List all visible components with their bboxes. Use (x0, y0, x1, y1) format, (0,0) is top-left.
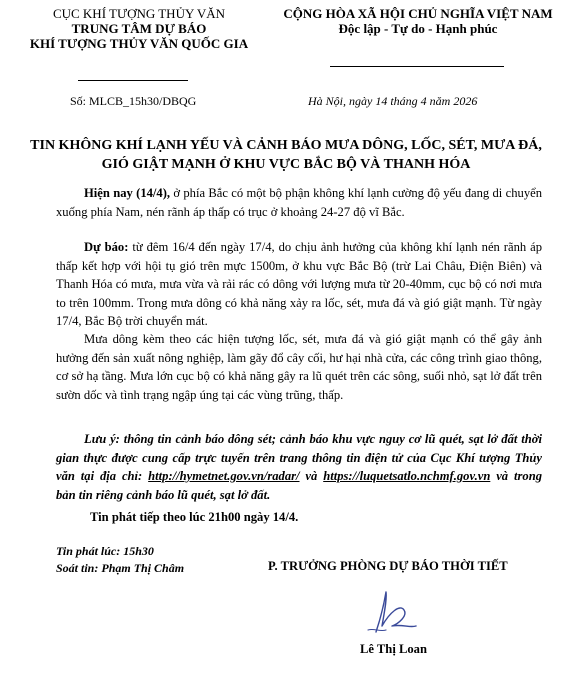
checked-by-name: Phạm Thị Châm (101, 561, 185, 575)
checked-by-label: Soát tin: (56, 561, 102, 575)
national-motto (268, 6, 568, 36)
note-text-3: và trong bản tin riêng cảnh báo lũ quét, sạt lở đất. (56, 469, 543, 502)
issued-time: Tin phát lúc: 15h30 (56, 544, 154, 558)
next-bulletin: Tin phát tiếp theo lúc 21h00 ngày 14/4. (90, 510, 299, 524)
title-line-1: TIN KHÔNG KHÍ LẠNH YẾU VÀ CẢNH BÁO MƯA DÔNG, LỐC, SÉT, MƯA ĐÁ, (30, 138, 542, 153)
paragraph-current (56, 184, 542, 221)
note-text-2: và (299, 469, 324, 483)
paragraph-impact: Mưa dông kèm theo các hiện tượng lốc, sét, mưa đá và gió giật mạnh có thể gây ảnh hưởng đến sản xuất nông nghiệp, làm gãy đổ cây cối, hư hại nhà cửa, các công trình giao thông, cơ sở hạ tầng. Mưa lớn cục bộ có khả năng gây ra lũ quét trên các sông, suối nhỏ, sạt lở đất trên sườn dốc và tình trạng ngập úng tại các vùng trũng, thấp. (56, 332, 542, 402)
paragraph-forecast (56, 238, 542, 331)
title-line-2: GIÓ GIẬT MẠNH Ở KHU VỰC BẮC BỘ VÀ THANH HÓA (101, 157, 471, 172)
handwritten-signature (362, 586, 422, 636)
agency-underline (78, 80, 188, 81)
paragraph-forecast-lead: Dự báo: (84, 240, 129, 254)
motto: Độc lập - Tự do - Hạnh phúc (338, 21, 498, 36)
document-number: Số: MLCB_15h30/DBQG (70, 94, 197, 108)
radar-link[interactable]: http://hymetnet.gov.vn/radar/ (148, 469, 300, 483)
agency-line-2: TRUNG TÂM DỰ BÁO (71, 21, 207, 36)
country-name: CỘNG HÒA XÃ HỘI CHỦ NGHĨA VIỆT NAM (283, 6, 553, 21)
agency-header (8, 6, 270, 51)
checked-by (56, 561, 184, 576)
agency-line-3: KHÍ TƯỢNG THỦY VĂN QUỐC GIA (29, 36, 249, 51)
document-title (20, 136, 552, 174)
note-text-1: Lưu ý: thông tin cảnh báo dông sét; cảnh báo khu vực nguy cơ lũ quét, sạt lở đất thời gian thực được cung cấp trực tuyến trên trang thông tin điện tử của Cục Khí tượng Thủy văn tại địa chỉ: (56, 432, 542, 483)
motto-underline (330, 66, 504, 67)
paragraph-current-text: ở phía Bắc có một bộ phận không khí lạnh cường độ yếu đang di chuyển xuống phía Nam, nén rãnh áp thấp có trục ở khoảng 24-27 độ vĩ Bắc. (56, 186, 542, 219)
date-line: Hà Nội, ngày 14 tháng 4 năm 2026 (308, 94, 478, 108)
signer-role: P. TRƯỞNG PHÒNG DỰ BÁO THỜI TIẾT (268, 559, 508, 573)
agency-line-1: CỤC KHÍ TƯỢNG THỦY VĂN (52, 6, 226, 21)
paragraph-current-lead: Hiện nay (14/4), (84, 186, 171, 200)
note-paragraph (56, 430, 542, 504)
signer-name: Lê Thị Loan (360, 642, 427, 656)
flash-flood-link[interactable]: https://luquetsatlo.nchmf.gov.vn (323, 469, 491, 483)
paragraph-forecast-text: từ đêm 16/4 đến ngày 17/4, do chịu ảnh hưởng của không khí lạnh nén rãnh áp thấp kết hợp với hội tụ gió trên mực 1500m, ở khu vực Bắc Bộ (trừ Lai Châu, Điện Biên) và Thanh Hóa có mưa, mưa vừa và rải rác có dông với lượng mưa từ 20-40mm, cục bộ có nơi mưa to trên 100mm. Trong mưa dông có khả năng xảy ra lốc, sét, mưa đá và gió giật mạnh. Từ ngày 17/4, Bắc Bộ trời chuyển mát. (56, 240, 543, 328)
